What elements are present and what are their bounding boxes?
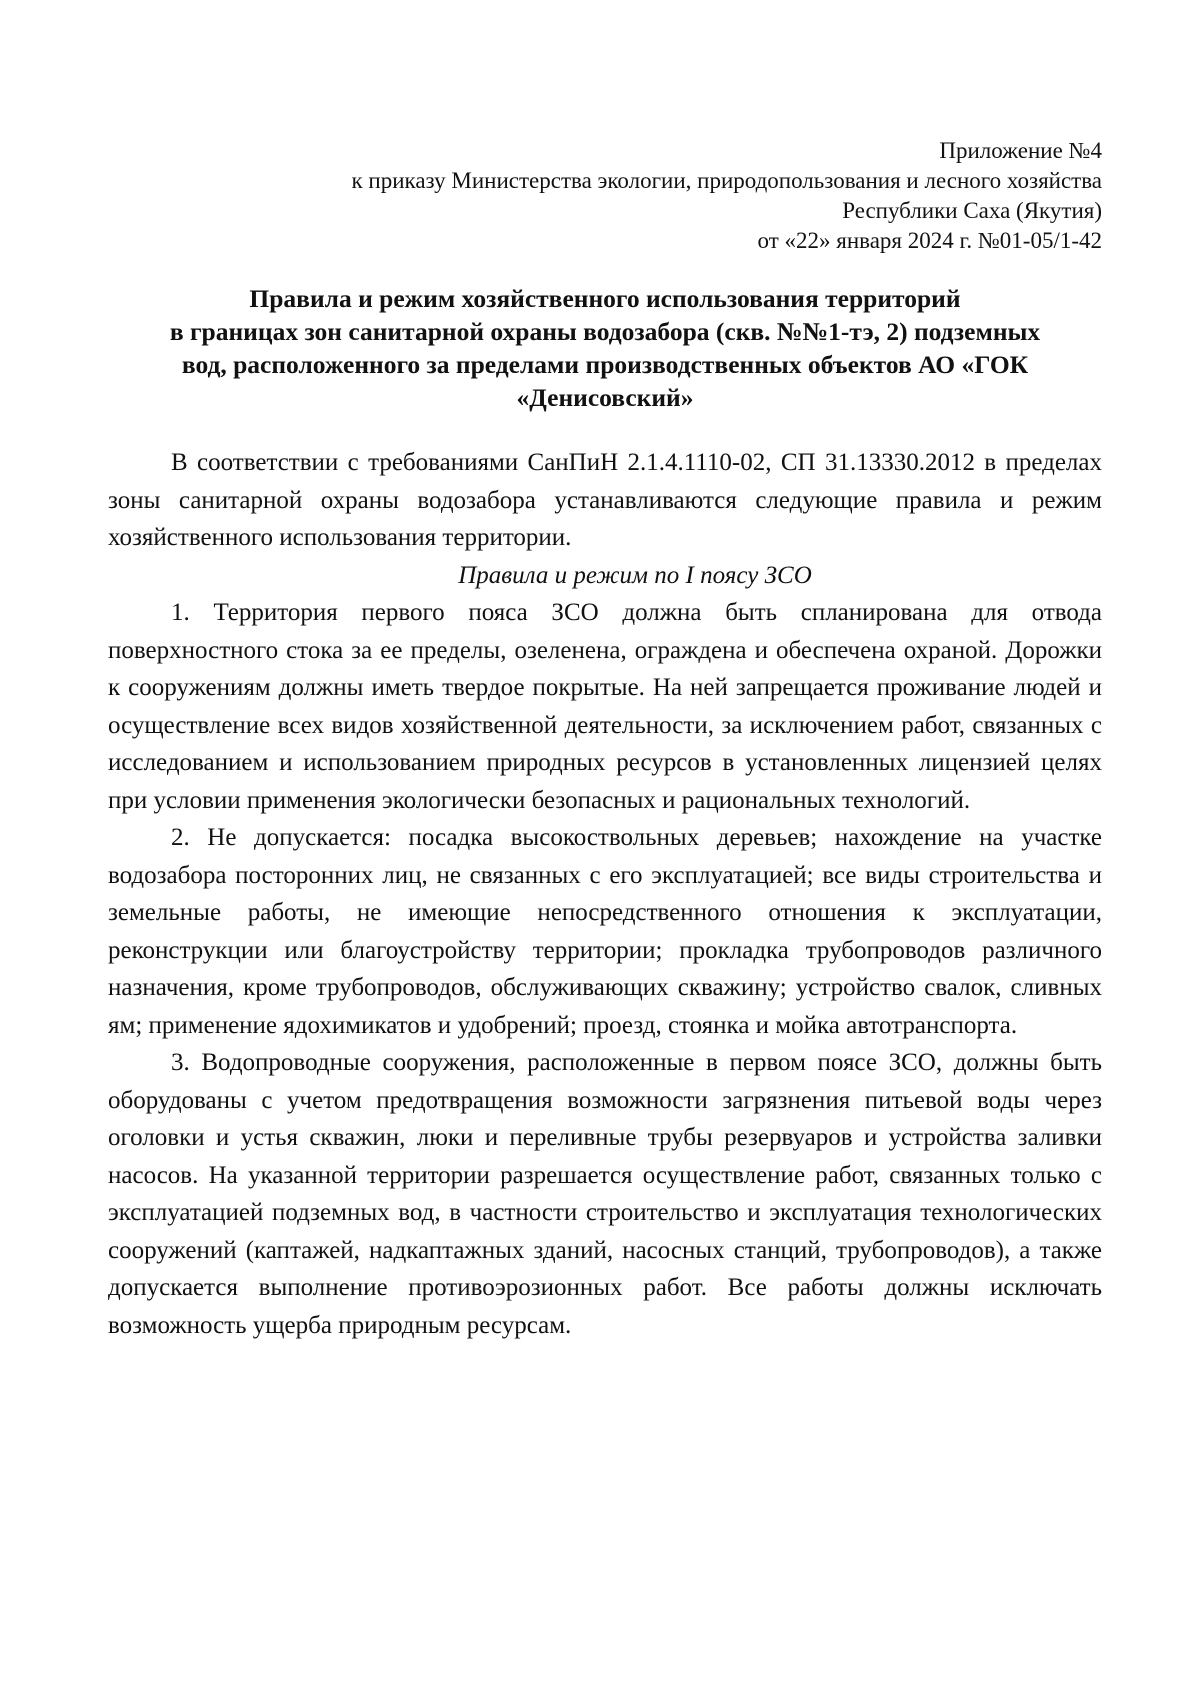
document-title (108, 282, 1102, 414)
rule-item-1: 1. Территория первого пояса ЗСО должна быть спланирована для отвода поверхностного стока за ее пределы, озеленена, ограждена и обеспечена охраной. Дорожки к сооружениям должны иметь твердое покрытые. На ней запрещается проживание людей и осуществление всех видов хозяйственной деятельности, за исключением работ, связанных с исследованием и использованием природных ресурсов в установленных лицензией целях при условии применения экологически безопасных и рациональных технологий. (108, 599, 1102, 814)
appendix-order-ref: к приказу Министерства экологии, природопользования и лесного хозяйства (351, 168, 1102, 193)
document-page (108, 136, 1102, 1344)
rule-item-3: 3. Водопроводные сооружения, расположенные в первом поясе ЗСО, должны быть оборудованы с учетом предотвращения возможности загрязнения питьевой воды через оголовки и устья скважин, люки и переливные трубы резервуаров и устройства заливки насосов. На указанной территории разрешается осуществление работ, связанных только с эксплуатацией подземных вод, в частности строительство и эксплуатация технологических сооружений (каптажей, надкаптажных зданий, насосных станций, трубопроводов), а также допускается выполнение противоэрозионных работ. Все работы должны исключать возможность ущерба природным ресурсам. (108, 1049, 1102, 1339)
title-line-4: «Денисовский» (516, 383, 694, 412)
rule-item-2: 2. Не допускается: посадка высокоствольных деревьев; нахождение на участке водозабора посторонних лиц, не связанных с его эксплуатацией; все виды строительства и земельные работы, не имеющие непосредственного отношения к эксплуатации, реконструкции или благоустройству территории; прокладка трубопроводов различного назначения, кроме трубопроводов, обслуживающих скважину; устройство свалок, сливных ям; применение ядохимикатов и удобрений; проезд, стоянка и мойка автотранспорта. (108, 824, 1102, 1039)
title-line-3: вод, расположенного за пределами производственных объектов АО «ГОК (181, 350, 1029, 379)
appendix-date-number: от «22» января 2024 г. №01-05/1-42 (757, 228, 1102, 253)
title-line-2: в границах зон санитарной охраны водозабора (скв. №№1-тэ, 2) подземных (169, 317, 1041, 346)
intro-paragraph: В соответствии с требованиями СанПиН 2.1.4.1110-02, СП 31.13330.2012 в пределах зоны санитарной охраны водозабора устанавливаются следующие правила и режим хозяйственного использования территории. (108, 449, 1102, 551)
document-body (108, 444, 1102, 1344)
section-heading: Правила и режим по I поясу ЗСО (458, 561, 812, 589)
appendix-header (108, 136, 1102, 256)
appendix-republic: Республики Саха (Якутия) (842, 198, 1102, 223)
title-line-1: Правила и режим хозяйственного использования территорий (249, 284, 961, 313)
appendix-number: Приложение №4 (939, 138, 1102, 163)
